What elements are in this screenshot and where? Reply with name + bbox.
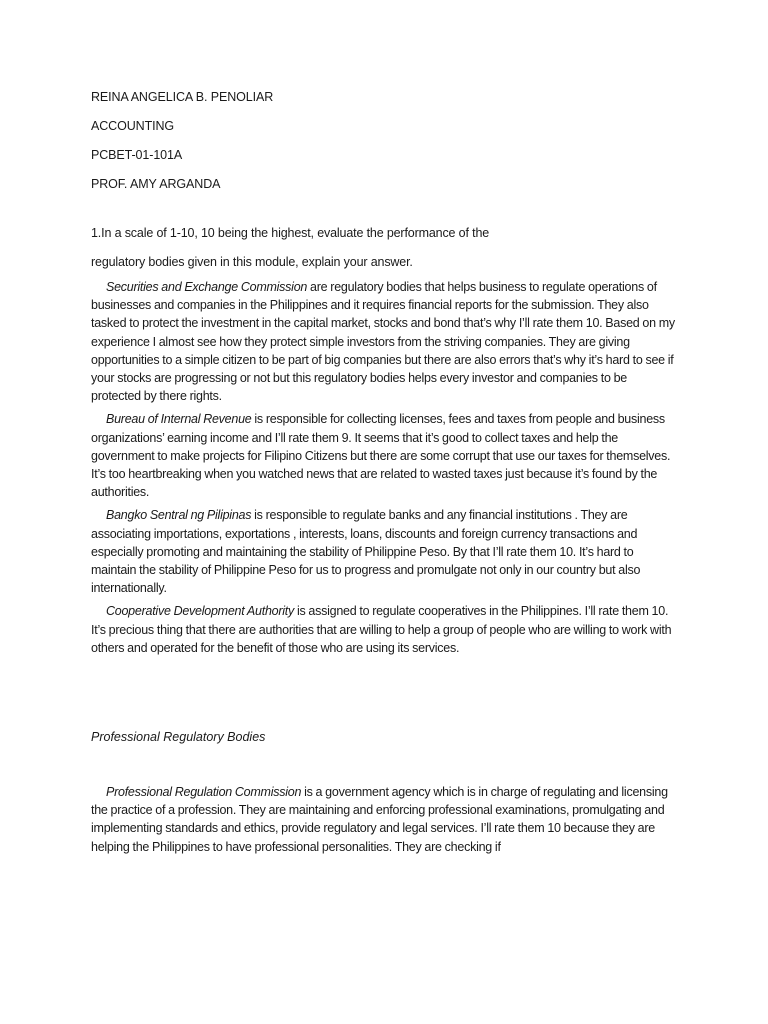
professor-name: PROF. AMY ARGANDA <box>91 177 221 191</box>
paragraph-prc <box>91 783 679 855</box>
paragraph-bsp <box>91 506 679 597</box>
question-line-2: regulatory bodies given in this module, explain your answer. <box>91 255 413 269</box>
document-body <box>91 90 679 855</box>
section-heading: Professional Regulatory Bodies <box>91 730 266 745</box>
term-prc: Professional Regulation Commission <box>106 785 302 800</box>
paragraph-sec <box>91 278 679 405</box>
paragraph-prc-text: is a government agency which is in charge of regulating and licensing the practice of a profession. They are maintaining and enforcing professional examinations, promulgating and implementing standards and ethics, provide regulatory and legal services. I’ll rate them 10 because they are helping the Philippines to have professional personalities. They are checking if <box>91 785 668 854</box>
question-line-1: 1.In a scale of 1-10, 10 being the highest, evaluate the performance of the <box>91 226 490 240</box>
term-bir: Bureau of Internal Revenue <box>106 412 252 427</box>
paragraph-sec-text: are regulatory bodies that helps business to regulate operations of businesses and companies in the Philippines and it requires financial reports for the submission. They also tasked to protect the investment in the capital market, stocks and bond that’s why I’ll rate them 10. Based on my experience I almost see how they protect simple investors from the striving companies. They are giving opportunities to a simple citizen to be part of big companies but there are also errors that’s why it’s hard to see if your stocks are progressing or not but this regulatory bodies helps every investor and companies to be protected by there rights. <box>91 280 675 404</box>
paragraph-bir-text: is responsible for collecting licenses, fees and taxes from people and business organizations’ earning income and I’ll rate them 9. It seems that it’s good to collect taxes and help the government to make projects for Filipino Citizens but there are some corrupt that use our taxes for themselves. It’s too heartbreaking when you watched news that are related to wasted taxes just because it’s found by the authorities. <box>91 412 671 500</box>
term-cda: Cooperative Development Authority <box>106 604 295 619</box>
paragraph-cda-text: is assigned to regulate cooperatives in the Philippines. I’ll rate them 10. It’s precious thing that there are authorities that are willing to help a group of people who are willing to work with others and operated for the benefit of those who are using its services. <box>91 604 672 655</box>
paragraph-bsp-text: is responsible to regulate banks and any financial institutions . They are associating importations, exportations , interests, loans, discounts and foreign currency transactions and especially promoting and maintaining the stability of Philippine Peso. By that I’ll rate them 10. It’s hard to maintain the stability of Philippine Peso for us to progress and promulgate not only in our country but also internationally. <box>91 508 641 596</box>
paragraph-bir <box>91 410 679 501</box>
subject-label: ACCOUNTING <box>91 119 175 133</box>
term-bsp: Bangko Sentral ng Pilipinas <box>106 508 252 523</box>
section-code: PCBET-01-101A <box>91 148 183 162</box>
paragraph-cda <box>91 602 679 657</box>
student-name: REINA ANGELICA B. PENOLIAR <box>91 90 274 104</box>
term-sec: Securities and Exchange Commission <box>106 280 308 294</box>
